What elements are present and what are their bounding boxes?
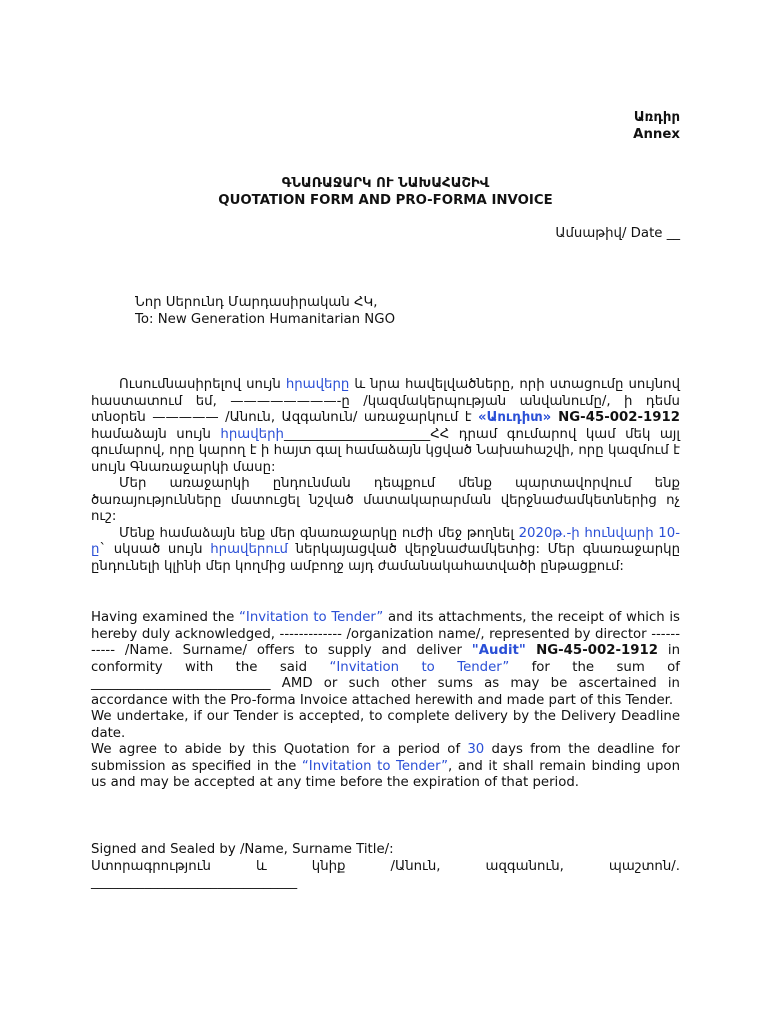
signature-block (91, 842, 680, 892)
addressee-hy: Նոր Սերունդ Մարդասիրական ՀԿ, (135, 295, 378, 310)
hy-paragraph-2: Մեր առաջարկի ընդունման դեպքում մենք պարտավորվում ենք ծառայությունները մատուցել նշված մատակարարման վերջնաժամկետներից ոչ ուշ: (91, 476, 680, 524)
tender-code: NG-45-002-1912 (551, 410, 680, 425)
annex-header (91, 110, 680, 143)
addressee (135, 295, 635, 328)
invitation-link: “Invitation to Tender” (301, 758, 449, 774)
english-body (91, 610, 680, 792)
tender-code: NG-45-002-1912 (525, 643, 658, 658)
addressee-en: To: New Generation Humanitarian NGO (135, 311, 396, 327)
hy-paragraph-1: Ուսումնասիրելով սույն հրավերը և նրա հավելվածները, որի ստացումը սույնով հաստատում եմ, ————————-ը /կազմակերպության անվանումը/, ի դեմս տնօրեն ————— /Անուն, Ազգանուն/ առաջարկում է «Աուդիտ» NG-45-002-1912 համաձայն սույն հրավերի______________________ՀՀ դրամ գումարով կամ մեկ այլ գումարով, որը կարող է ի հայտ գալ համաձայն կցված Նախահաշվի, որը կազմում է սույն Գնառաջարկի մասը: (91, 377, 680, 475)
invitation-link: հրավերի (220, 426, 284, 442)
annex-label-en: Annex (633, 126, 680, 142)
validity-days: 30 (467, 742, 485, 757)
title-hy: ԳՆԱՌԱՋԱՐԿ ՈՒ ՆԱԽԱՀԱՇԻՎ (281, 176, 490, 191)
hy-paragraph-3: Մենք համաձայն ենք մեր գնառաջարկը ուժի մեջ թողնել 2020թ.-ի հունվարի 10-ը` սկսած սույն հրավերում ներկայացված վերջնաժամկետից: Մեր գնառաջարկը ընդունելի կլինի մեր կողմից ամբողջ այդ ժամանակահատվածի ընթացքում: (91, 525, 681, 574)
invitation-link: հրավերը (285, 377, 350, 392)
invitation-link: “Invitation to Tender” (239, 610, 384, 625)
invitation-link: “Invitation to Tender” (329, 659, 510, 675)
signature-line: _______________________________ (91, 875, 298, 890)
org-name: «Աուդիտ» (477, 410, 552, 425)
annex-label-hy: Առդիր (633, 110, 680, 125)
en-paragraph-3: We agree to abide by this Quotation for a period of 30 days from the deadline for submission as specified in the “Invitation to Tender”, and it shall remain binding upon us and may be accepted at any time before the expiration of that period. (91, 742, 680, 790)
armenian-body (91, 377, 680, 575)
date-line: Ամսաթիվ/ Date __ (555, 226, 680, 241)
signature-en: Signed and Sealed by /Name, Surname Title/: (91, 842, 394, 857)
document-title (91, 176, 680, 209)
org-name: "Audit" (471, 643, 526, 658)
validity-date: 2020թ.-ի հունվարի 10-ը (91, 525, 680, 557)
en-paragraph-1: Having examined the “Invitation to Tender” and its attachments, the receipt of which is hereby duly acknowledged, ------------- /organization name/, represented by director ----------- /Name. Surname/ offers to supply and deliver "Audit" NG-45-002-1912 in conformity with the said “Invitation to Tender” for the sum of ___________________________ AMD or such other sums as may be ascertained in accordance with the Pro-forma Invoice attached herewith and made part of this Tender. (91, 610, 680, 708)
en-paragraph-2: We undertake, if our Tender is accepted, to complete delivery by the Delivery Deadline date. (91, 709, 680, 741)
invitation-link: հրավերում (210, 542, 288, 557)
signature-hy: Ստորագրություն և կնիք /Անուն, ազգանուն, պաշտոն/. (91, 858, 680, 874)
title-en: QUOTATION FORM AND PRO-FORMA INVOICE (218, 192, 553, 208)
